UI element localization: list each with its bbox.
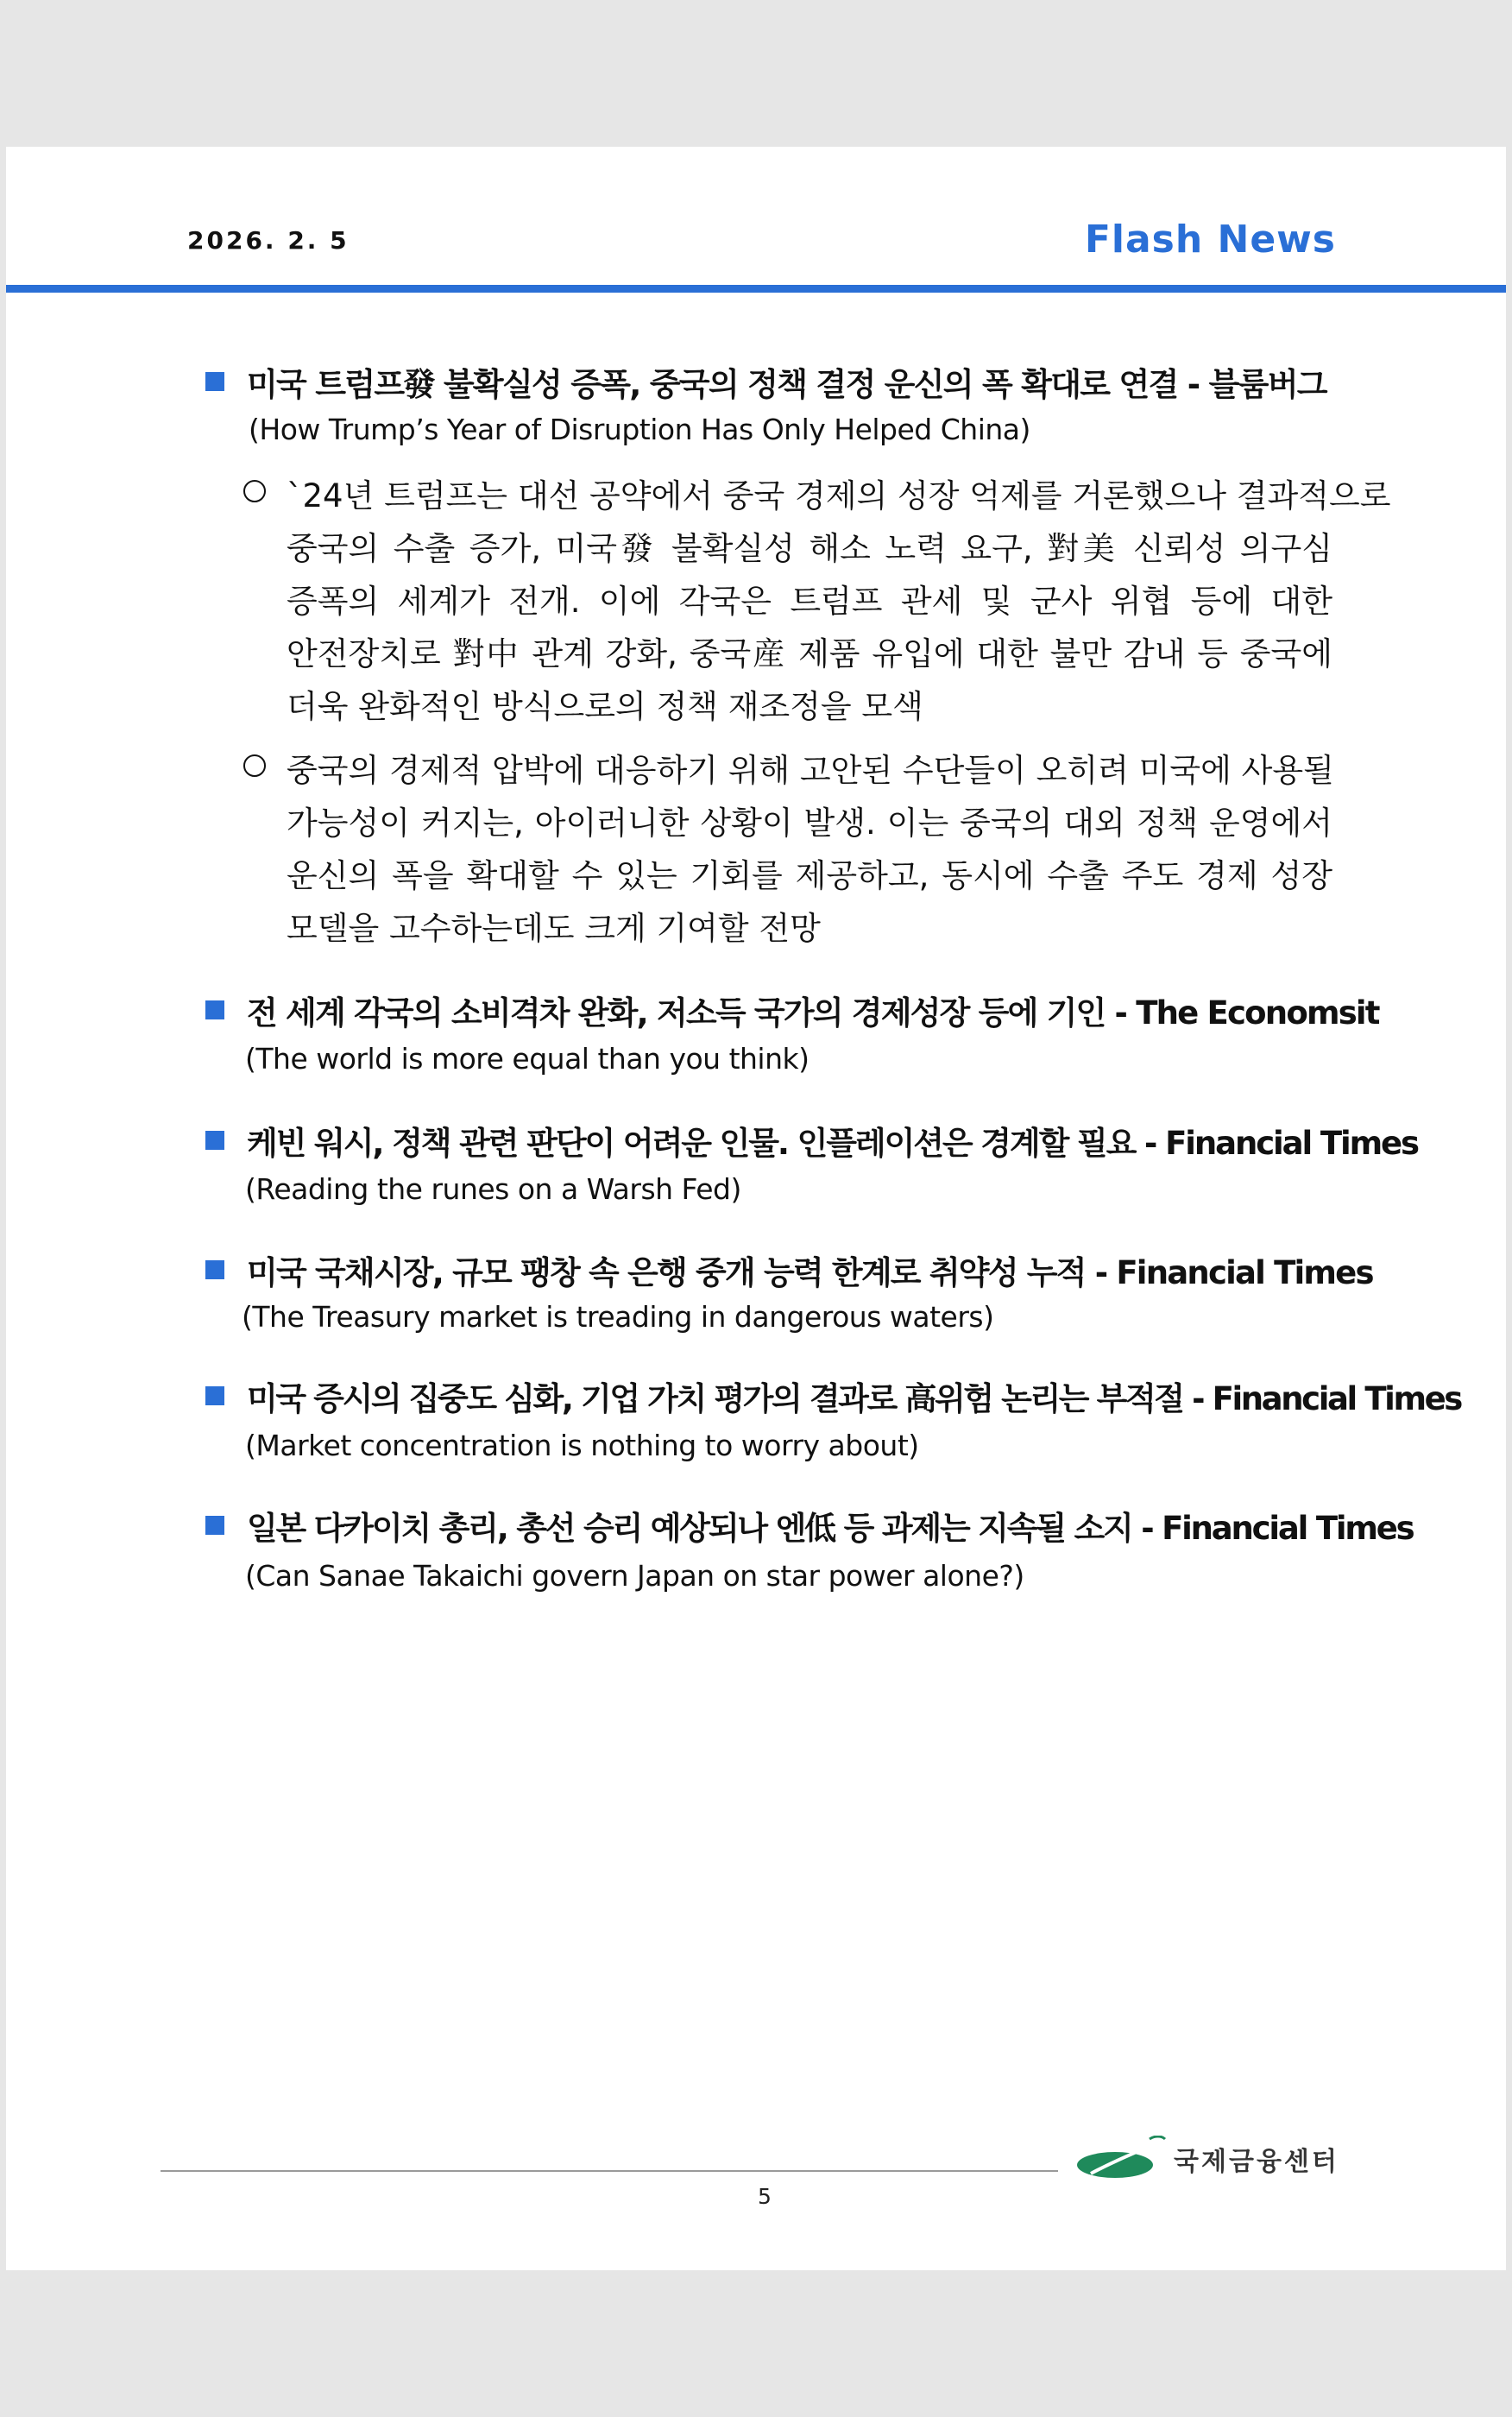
news-item-subtitle: (The world is more equal than you think) [245, 1042, 810, 1076]
paragraph-line: 가능성이 커지는, 아이러니한 상황이 발생. 이는 중국의 대외 정책 운영에서 [287, 805, 1332, 842]
headline-text: 미국 트럼프發 불확실성 증폭, 중국의 정책 결정 운신의 폭 확대로 연결 - 블룸버그 [247, 366, 1326, 403]
page-number: 5 [758, 2184, 772, 2209]
square-bullet-icon [205, 1516, 224, 1535]
circle-bullet-icon [243, 754, 266, 777]
news-item-subtitle: (Reading the runes on a Warsh Fed) [245, 1172, 741, 1206]
paragraph-line: 중국의 경제적 압박에 대응하기 위해 고안된 수단들이 오히려 미국에 사용될 [287, 752, 1334, 789]
news-item-headline [205, 1502, 1413, 1549]
news-item-subtitle: (Market concentration is nothing to worry about) [245, 1429, 919, 1462]
headline-text: 케빈 워시, 정책 관련 판단이 어려운 인물. 인플레이션은 경계할 필요 - Financial Times [247, 1125, 1418, 1162]
circle-bullet-icon [243, 480, 266, 502]
header-divider [6, 285, 1506, 293]
paragraph-line: 운신의 폭을 확대할 수 있는 기회를 제공하고, 동시에 수출 주도 경제 성장 [287, 857, 1332, 894]
paragraph-line: 증폭의 세계가 전개. 이에 각국은 트럼프 관세 및 군사 위협 등에 대한 [287, 583, 1332, 620]
headline-text: 미국 국채시장, 규모 팽창 속 은행 중개 능력 한계로 취약성 누적 - Financial Times [247, 1254, 1373, 1291]
report-brand-title: Flash News [1084, 218, 1336, 262]
footer-logo [1075, 2136, 1339, 2182]
paragraph-line: 더욱 완화적인 방식으로의 정책 재조정을 모색 [287, 688, 923, 725]
headline-text: 미국 증시의 집중도 심화, 기업 가치 평가의 결과로 高위험 논리는 부적절 - Financial Times [247, 1380, 1461, 1417]
news-item-subtitle: (Can Sanae Takaichi govern Japan on star power alone?) [245, 1559, 1024, 1593]
news-item-subtitle: (The Treasury market is treading in dangerous waters) [242, 1300, 994, 1334]
paragraph-line: `24년 트럼프는 대선 공약에서 중국 경제의 성장 억제를 거론했으나 결과적으로 [287, 477, 1391, 514]
news-item-headline [205, 987, 1379, 1033]
square-bullet-icon [205, 1000, 224, 1019]
kcif-leaf-logo-icon [1075, 2136, 1167, 2182]
square-bullet-icon [205, 372, 224, 391]
news-item-paragraph [243, 470, 1391, 733]
square-bullet-icon [205, 1386, 224, 1405]
report-date: 2026. 2. 5 [187, 226, 350, 255]
footer-logo-text: 국제금융센터 [1174, 2147, 1339, 2177]
document-page [6, 147, 1506, 2270]
news-item-headline [205, 1246, 1373, 1293]
square-bullet-icon [205, 1131, 224, 1150]
headline-text: 일본 다카이치 총리, 총선 승리 예상되나 엔低 등 과제는 지속될 소지 - Financial Times [247, 1510, 1414, 1547]
headline-text: 전 세계 각국의 소비격차 완화, 저소득 국가의 경제성장 등에 기인 - The Economsit [247, 994, 1379, 1032]
paragraph-line: 모델을 고수하는데도 크게 기여할 전망 [287, 910, 821, 947]
paragraph-line: 안전장치로 對中 관계 강화, 중국産 제품 유입에 대한 불만 감내 등 중국에 [287, 635, 1332, 672]
footer-divider [161, 2170, 1058, 2172]
paragraph-line: 중국의 수출 증가, 미국發 불확실성 해소 노력 요구, 對美 신뢰성 의구심 [287, 530, 1332, 567]
news-item-paragraph [243, 744, 1332, 955]
news-item-subtitle: (How Trump’s Year of Disruption Has Only Helped China) [249, 413, 1030, 446]
news-item-headline [205, 358, 1326, 405]
square-bullet-icon [205, 1260, 224, 1279]
news-item-headline [205, 1373, 1461, 1419]
news-item-headline [205, 1117, 1418, 1164]
